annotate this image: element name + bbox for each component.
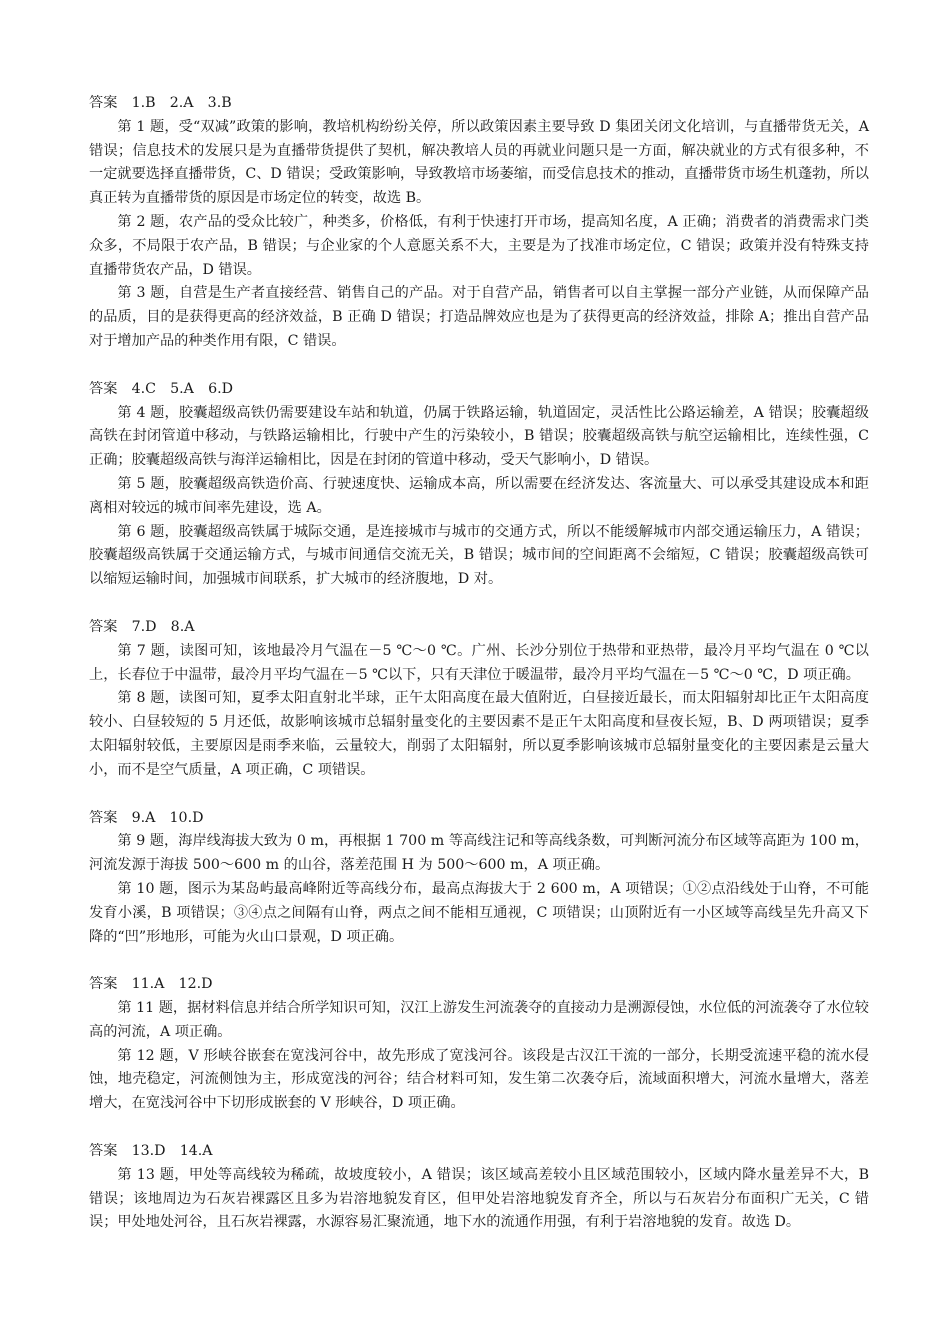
answer-key: 答案 7.D 8.A: [89, 618, 195, 635]
explanation-paragraph: 第 12 题，V 形峡谷嵌套在宽浅河谷中，故先形成了宽浅河谷。该段是古汉江干流的一部分，长期受流速平稳的流水侵蚀，地壳稳定，河流侧蚀为主，形成宽浅的河谷；结合材料可知，发生第二次袭夺后，流域面积增大，河流水量增大，落差增大，在宽浅河谷中下切形成嵌套的 V 形峡谷，D 项正确。: [89, 1047, 869, 1112]
explanation-paragraph: 第 9 题，海岸线海拔大致为 0 m，再根据 1 700 m 等高线注记和等高线条数，可判断河流分布区域等高距为 100 m，河流发源于海拔 500～600 m 的山谷，落差范围 H 为 500～600 m，A 项正确。: [89, 833, 869, 874]
answer-section-5: [89, 973, 869, 1116]
answer-section-4: [89, 807, 869, 950]
explanation-paragraph: 第 10 题，图示为某岛屿最高峰附近等高线分布，最高点海拔大于 2 600 m，A 项错误；①②点沿线处于山脊，不可能发育小溪，B 项错误；③④点之间隔有山脊，两点之间不能相互通视，C 项错误；山顶附近有一小区域等高线呈先升高又下降的“凹”形地形，可能为火山口景观，D 项正确。: [89, 880, 869, 945]
answer-section-2: [89, 378, 869, 592]
answer-key: 答案 13.D 14.A: [89, 1143, 213, 1160]
answer-section-6: [89, 1140, 869, 1235]
explanation-paragraph: 第 8 题，读图可知，夏季太阳直射北半球，正午太阳高度在最大值附近，白昼接近最长，而太阳辐射却比正午太阳高度较小、白昼较短的 5 月还低，故影响该城市总辐射量变化的主要因素不是正午太阳高度和昼夜长短，B、D 两项错误；夏季太阳辐射较低，主要原因是雨季来临，云量较大，削弱了太阳辐射，所以夏季影响该城市总辐射量变化的主要因素是云量大小，而不是空气质量，A 项正确，C 项错误。: [89, 690, 869, 778]
explanation-paragraph: 第 7 题，读图可知，该地最冷月气温在－5 ℃～0 ℃。广州、长沙分别位于热带和亚热带，最冷月平均气温在 0 ℃以上，长春位于中温带，最冷月平均气温在－5 ℃以下，只有天津位于暖温带，最冷月平均气温在－5 ℃～0 ℃，D 项正确。: [89, 642, 869, 683]
explanation-paragraph: 第 11 题，据材料信息并结合所学知识可知，汉江上游发生河流袭夺的直接动力是溯源侵蚀，水位低的河流袭夺了水位较高的河流，A 项正确。: [89, 1000, 869, 1040]
explanation-paragraph: 第 6 题，胶囊超级高铁属于城际交通，是连接城市与城市的交通方式，所以不能缓解城市内部交通运输压力，A 错误；胶囊超级高铁属于交通运输方式，与城市间通信交流无关，B 错误；城市间的空间距离不会缩短，C 错误；胶囊超级高铁可以缩短运输时间，加强城市间联系，扩大城市的经济腹地，D 对。: [89, 523, 869, 588]
explanation-paragraph: 第 1 题，受“双减”政策的影响，教培机构纷纷关停，所以政策因素主要导致 D 集团关闭文化培训，与直播带货无关，A 错误；信息技术的发展只是为直播带货提供了契机，解决教培人员的再就业问题只是一方面，解决就业的方式有很多种，不一定就要选择直播带货，C、D 错误；受政策影响，导致教培市场萎缩，而受信息技术的推动，直播带货市场生机蓬勃，所以真正转为直播带货的原因是市场定位的转变，故选 B。: [89, 118, 869, 207]
explanation-paragraph: 第 5 题，胶囊超级高铁造价高、行驶速度快、运输成本高，所以需要在经济发达、客流量大、可以承受其建设成本和距离相对较远的城市间率先建设，选 A。: [89, 475, 869, 516]
answer-key: 答案 9.A 10.D: [89, 809, 204, 826]
answer-key: 答案 11.A 12.D: [89, 976, 213, 993]
explanation-paragraph: 第 2 题，农产品的受众比较广，种类多，价格低，有利于快速打开市场，提高知名度，A 正确；消费者的消费需求门类众多，不局限于农产品，B 错误；与企业家的个人意愿关系不大，主要是为了找准市场定位，C 错误；政策并没有特殊支持直播带货农产品，D 错误。: [89, 213, 869, 278]
answer-section-1: [89, 92, 869, 354]
answer-document: [89, 92, 869, 1259]
explanation-paragraph: 第 3 题，自营是生产者直接经营、销售自己的产品。对于自营产品，销售者可以自主掌握一部分产业链，从而保障产品的品质，目的是获得更高的经济效益，B 正确 D 错误；打造品牌效应也是为了获得更高的经济效益，排除 A；推出自营产品对于增加产品的种类作用有限，C 错误。: [89, 285, 869, 349]
explanation-paragraph: 第 4 题，胶囊超级高铁仍需要建设车站和轨道，仍属于铁路运输，轨道固定，灵活性比公路运输差，A 错误；胶囊超级高铁在封闭管道中移动，与铁路运输相比，行驶中产生的污染较小，B 错误；胶囊超级高铁与航空运输相比，连续性强，C 正确；胶囊超级高铁与海洋运输相比，因是在封闭的管道中移动，受天气影响小，D 错误。: [89, 404, 869, 469]
answer-key: 答案 1.B 2.A 3.B: [89, 95, 232, 111]
explanation-paragraph: 第 13 题，甲处等高线较为稀疏，故坡度较小，A 错误；该区域高差较小且区域范围较小，区域内降水量差异不大，B 错误；该地周边为石灰岩裸露区且多为岩溶地貌发育区，但甲处岩溶地貌发育齐全，所以与石灰岩分布面积广无关，C 错误；甲处地处河谷，且石灰岩裸露，水源容易汇聚流通，地下水的流通作用强，有利于岩溶地貌的发育。故选 D。: [89, 1166, 869, 1231]
answer-key: 答案 4.C 5.A 6.D: [89, 380, 234, 397]
answer-section-3: [89, 616, 869, 783]
